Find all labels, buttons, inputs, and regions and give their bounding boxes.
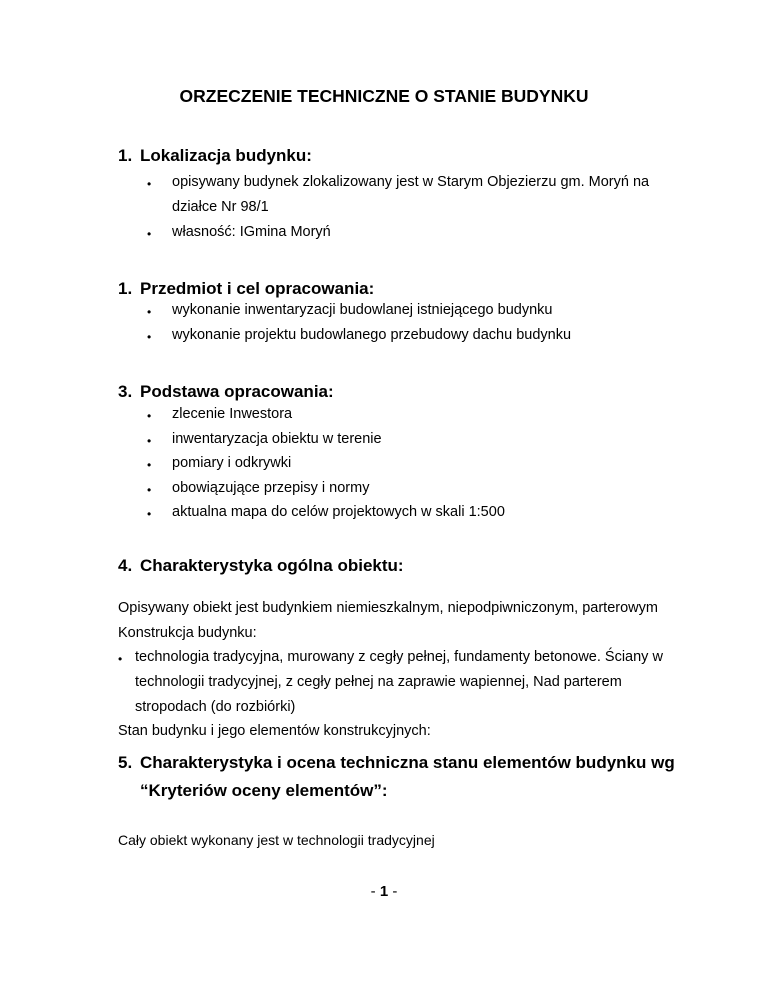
list-item: inwentaryzacja obiektu w terenie [172, 431, 382, 447]
list-item: własność: IGmina Moryń [172, 224, 331, 240]
list-item: pomiary i odkrywki [172, 455, 292, 471]
page-number-value: 1 [379, 883, 389, 900]
section-number: 5. [118, 753, 133, 772]
bullet-icon: • [147, 305, 152, 319]
list-item: obowiązujące przepisy i normy [172, 480, 370, 496]
list-item: zlecenie Inwestora [172, 406, 293, 422]
list-item: technologia tradycyjna, murowany z cegły pełnej, fundamenty betonowe. Ściany w [135, 649, 663, 665]
list-item: aktualna mapa do celów projektowych w skali 1:500 [172, 504, 505, 520]
paragraph: Konstrukcja budynku: [118, 625, 257, 641]
section-number: 1. [118, 146, 133, 165]
bullet-icon: • [147, 227, 152, 241]
section-2-heading [118, 279, 374, 299]
section-heading-text: Lokalizacja budynku: [140, 146, 312, 165]
section-number: 1. [118, 279, 133, 298]
bullet-icon: • [147, 434, 152, 448]
section-number: 4. [118, 556, 133, 575]
list-item-continuation: technologii tradycyjnej, z cegły pełnej na zaprawie wapiennej, Nad parterem [135, 674, 622, 690]
page-number-prefix: - [370, 883, 380, 900]
bullet-icon: • [147, 177, 152, 191]
bullet-icon: • [118, 652, 123, 666]
bullet-icon: • [147, 330, 152, 344]
paragraph: Stan budynku i jego elementów konstrukcyjnych: [118, 723, 431, 739]
section-number: 3. [118, 382, 133, 401]
bullet-icon: • [147, 458, 152, 472]
paragraph: Cały obiekt wykonany jest w technologii tradycyjnej [118, 832, 435, 848]
list-item-continuation: stropodach (do rozbiórki) [135, 699, 296, 715]
list-item-continuation: działce Nr 98/1 [172, 199, 269, 215]
section-heading-text: Przedmiot i cel opracowania: [140, 279, 375, 298]
section-heading-text: Podstawa opracowania: [140, 382, 334, 401]
bullet-icon: • [147, 483, 152, 497]
document-title: ORZECZENIE TECHNICZNE O STANIE BUDYNKU [179, 86, 589, 106]
page-number-suffix: - [388, 883, 398, 900]
list-item: wykonanie inwentaryzacji budowlanej istniejącego budynku [172, 302, 553, 318]
section-5-heading [118, 753, 675, 773]
section-1-heading [118, 146, 312, 166]
list-item: opisywany budynek zlokalizowany jest w Starym Objezierzu gm. Moryń na [172, 174, 650, 190]
page-number [0, 883, 768, 900]
list-item: wykonanie projektu budowlanego przebudowy dachu budynku [172, 327, 572, 343]
section-heading-text: Charakterystyka ogólna obiektu: [140, 556, 404, 575]
section-3-heading [118, 382, 334, 402]
section-5-heading-continuation: “Kryteriów oceny elementów”: [140, 781, 388, 800]
paragraph: Opisywany obiekt jest budynkiem niemieszkalnym, niepodpiwniczonym, parterowym [118, 600, 658, 616]
bullet-icon: • [147, 507, 152, 521]
bullet-icon: • [147, 409, 152, 423]
section-4-heading [118, 556, 404, 576]
section-heading-text: Charakterystyka i ocena techniczna stanu elementów budynku wg [140, 753, 675, 772]
